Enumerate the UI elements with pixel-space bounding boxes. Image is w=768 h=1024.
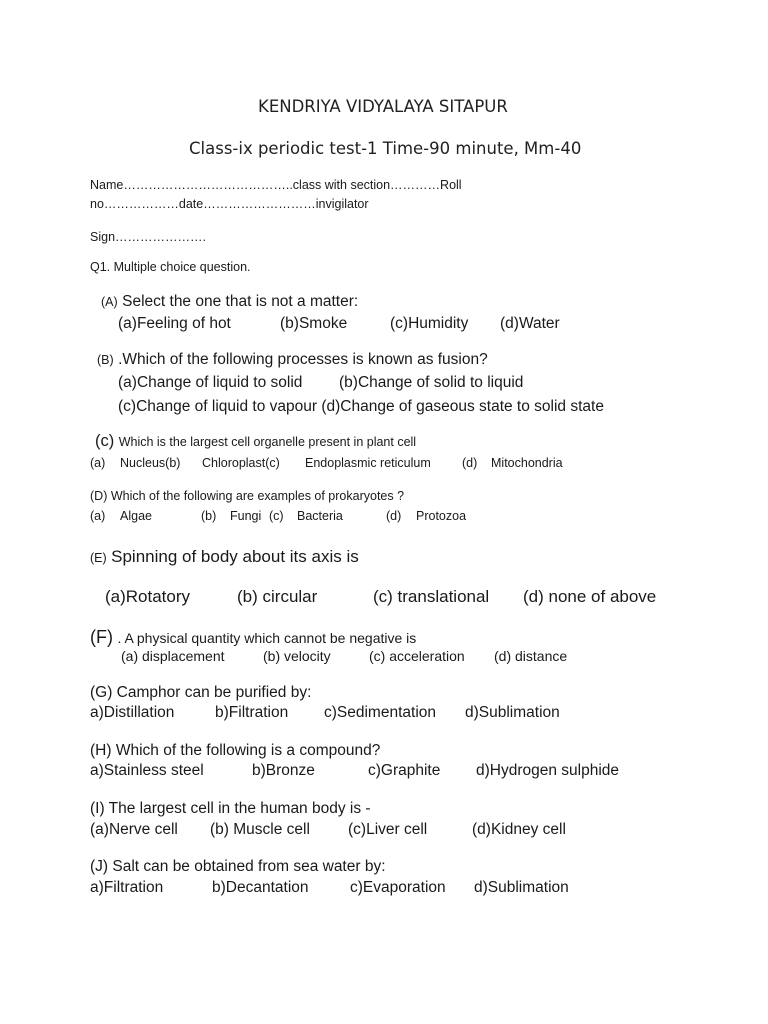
question-c-label: (c) [95,432,115,450]
option: (a)Rotatory [105,587,191,606]
option: a)Stainless steel [90,762,204,779]
option: (d) distance [494,648,568,664]
option: c)Sedimentation [324,704,437,721]
option: (d) [386,509,402,523]
question-a-label: (A) [101,295,118,309]
question-a-options [118,315,560,333]
question-f-label: (F) [90,627,113,647]
option: (c) translational [373,587,490,606]
section-title: Q1. Multiple choice question. [90,260,251,274]
question-g-options [90,704,560,722]
option: b)Decantation [212,879,309,896]
question-b-label: (B) [97,353,114,367]
option: (d)Water [500,315,560,332]
question-c-options [90,456,563,470]
option: Chloroplast(c) [202,456,280,470]
option: (a)Nerve cell [90,821,178,838]
option: (c)Humidity [390,315,469,332]
option: Algae [120,509,152,523]
question-b [97,351,488,369]
question-c-text: Which is the largest cell organelle present in plant cell [118,435,417,449]
option: (b) circular [237,587,318,606]
question-i-options [90,821,566,839]
option: a)Distillation [90,704,175,721]
school-name: KENDRIYA VIDYALAYA SITAPUR [258,97,508,116]
option: (b)Smoke [280,315,348,332]
question-h-options [90,762,619,780]
question-f-text: . A physical quantity which cannot be negative is [117,630,417,646]
option: Endoplasmic reticulum [305,456,431,470]
option: b)Filtration [215,704,289,721]
question-j-text: (J) Salt can be obtained from sea water by: [90,858,386,875]
question-f-options [121,648,567,664]
option: Fungi [230,509,262,523]
question-e [90,547,359,567]
question-e-label: (E) [90,551,107,565]
test-info: Class-ix periodic test-1 Time-90 minute, Mm-40 [189,139,582,158]
option: (b) Muscle cell [210,821,310,838]
question-e-options [105,587,656,607]
question-b-options-line2: (c)Change of liquid to vapour (d)Change of gaseous state to solid state [118,398,604,415]
question-d-options [90,509,466,523]
option: Mitochondria [491,456,563,470]
name-class-roll-line: Name…………………………………..class with section…………Roll [90,178,462,192]
option: (b) [201,509,217,523]
option: d)Sublimation [474,879,569,896]
question-f [90,627,416,648]
option: (b)Change of solid to liquid [339,374,524,391]
option: (d) [462,456,478,470]
option: d)Hydrogen sulphide [476,762,620,779]
question-d-text: Which of the following are examples of prokaryotes ? [110,489,405,503]
option: d)Sublimation [465,704,560,721]
sign-line: Sign…………………. [90,230,206,244]
option: (c)Liver cell [348,821,428,838]
option: a)Filtration [90,879,164,896]
option: (a) [90,509,106,523]
option: (c) acceleration [369,648,465,664]
option: (a)Change of liquid to solid [118,374,303,391]
option: (c) [269,509,284,523]
question-b-text: .Which of the following processes is known as fusion? [118,351,488,368]
option: (a) displacement [121,648,225,664]
option: (d) none of above [523,587,657,606]
option: (b) velocity [263,648,331,664]
option: b)Bronze [252,762,315,779]
question-h-text: (H) Which of the following is a compound? [90,742,381,759]
option: (a)Feeling of hot [118,315,231,332]
question-a [101,293,358,311]
question-g-text: (G) Camphor can be purified by: [90,684,312,701]
option: (a) [90,456,106,470]
option: c)Evaporation [350,879,446,896]
question-c [95,432,416,451]
option: Bacteria [297,509,343,523]
question-d-label: (D) [90,489,108,503]
roll-date-invigilator-line: no………………date………………………invigilator [90,197,369,211]
option: c)Graphite [368,762,441,779]
question-b-options-line1 [118,374,523,392]
question-i-text: (I) The largest cell in the human body is - [90,800,371,817]
option: Protozoa [416,509,467,523]
option: Nucleus(b) [120,456,181,470]
question-j-options [90,879,569,897]
question-e-text: Spinning of body about its axis is [111,547,359,566]
question-d [90,489,404,503]
option: (d)Kidney cell [472,821,566,838]
question-a-text: Select the one that is not a matter: [122,293,359,310]
